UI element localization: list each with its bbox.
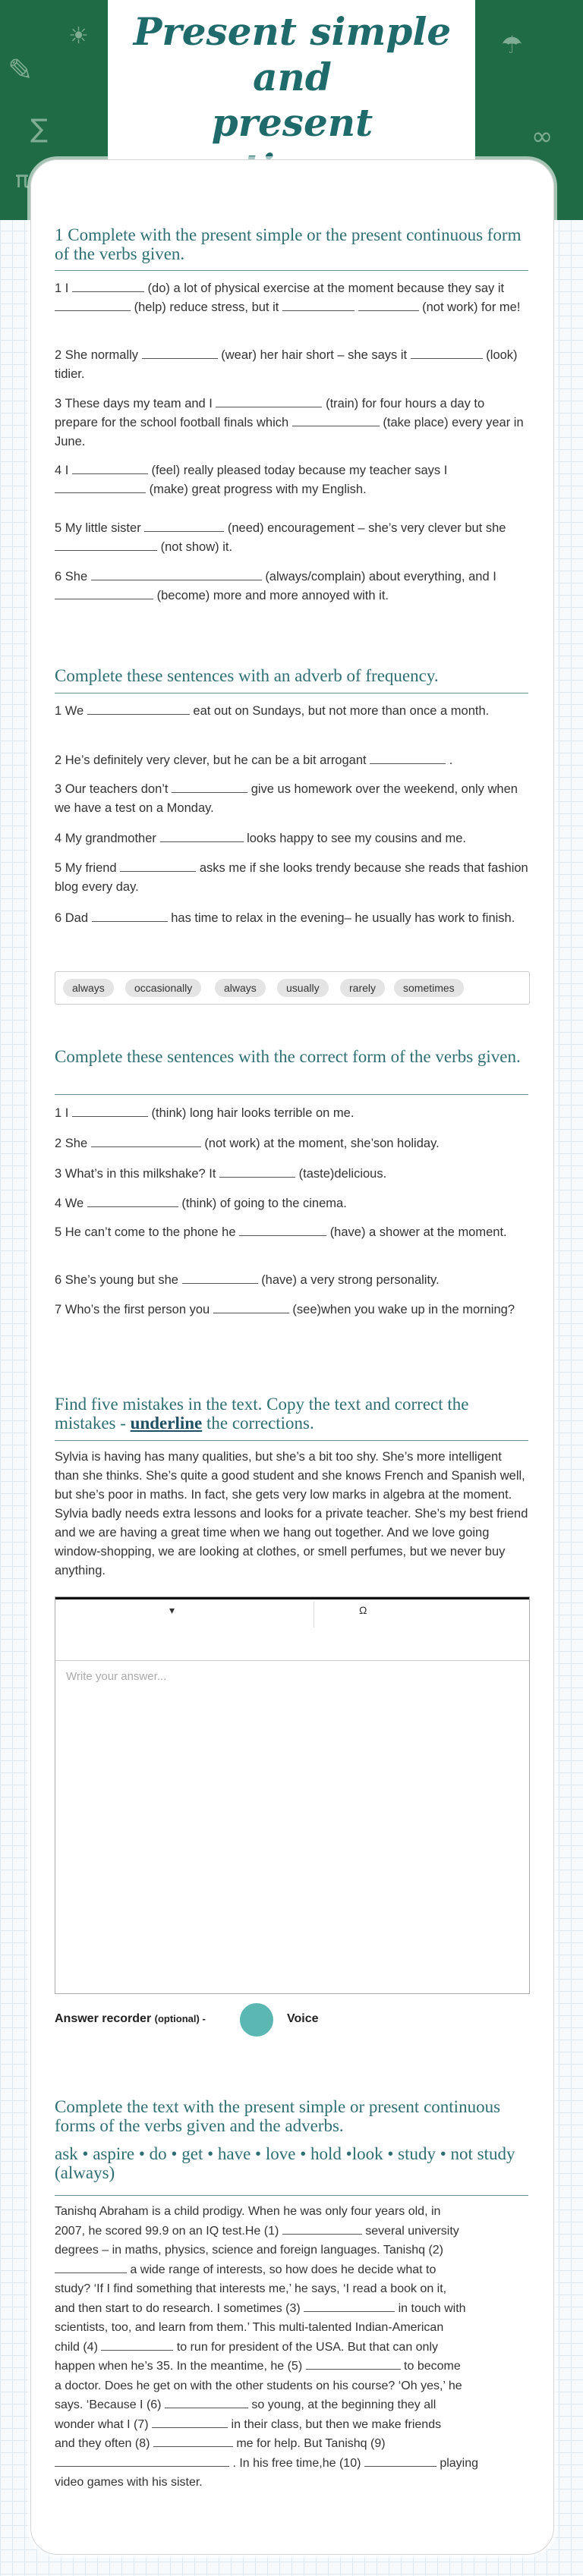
title-line: present [211, 100, 373, 145]
divider [55, 1094, 528, 1095]
text: Tanishq Abraham is a child prodigy. When he was only four years old, in [55, 2205, 441, 2218]
question-item [55, 395, 528, 451]
answer-blank[interactable] [153, 2436, 233, 2447]
text: wonder what I (7) [55, 2417, 149, 2431]
text: (always/complain) about everything, and I [265, 570, 496, 583]
text: (need) encouragement – she’s very clever but she [227, 521, 506, 535]
text: (do) a lot of physical exercise at the moment because they say it [147, 282, 505, 295]
answer-blank[interactable] [72, 281, 144, 292]
answer-editor[interactable] [55, 1596, 530, 1994]
answer-blank[interactable] [411, 348, 483, 359]
question-item [55, 519, 528, 557]
answer-blank[interactable] [172, 782, 247, 793]
text: a wide range of interests, so how does he decide what to [130, 2263, 436, 2276]
answer-blank[interactable] [282, 2223, 362, 2235]
text: scientists, too, and learn from them.’ This multi-talented Indian-American [55, 2321, 444, 2334]
text: to run for president of the USA. But that can only [176, 2340, 439, 2354]
text: (not work) for me! [422, 300, 521, 314]
answer-blank[interactable] [91, 1136, 201, 1147]
text: . [449, 753, 453, 767]
answer-blank[interactable] [144, 521, 224, 532]
answer-blank[interactable] [358, 300, 419, 311]
question-item [55, 702, 528, 721]
answer-blank[interactable] [370, 753, 446, 764]
voice-label: Voice [287, 2012, 319, 2025]
answer-blank[interactable] [87, 703, 190, 715]
verb-list: ask • aspire • do • get • have • love • hold •look • study • not study (always) [55, 2144, 515, 2182]
answer-blank[interactable] [55, 588, 153, 599]
answer-blank[interactable] [72, 463, 148, 474]
answer-blank[interactable] [87, 1196, 178, 1207]
text: video games with his sister. [55, 2476, 203, 2489]
text: 2 She normally [55, 348, 139, 362]
answer-blank[interactable] [91, 569, 262, 580]
question-item [55, 1301, 528, 1319]
text: 6 Dad [55, 911, 89, 925]
word-chip[interactable]: always [215, 979, 266, 997]
text: (help) reduce stress, but it [134, 300, 279, 314]
special-character-icon[interactable]: Ω [359, 1604, 367, 1616]
text: (not work) at the moment, she’son holiday. [204, 1137, 440, 1150]
word-chip[interactable]: occasionally [125, 979, 201, 997]
answer-blank[interactable] [304, 2301, 395, 2312]
answer-blank[interactable] [364, 2455, 436, 2467]
text: 1 I [55, 1106, 69, 1120]
editor-toolbar [55, 1597, 529, 1661]
answer-blank[interactable] [165, 2397, 248, 2408]
answer-blank[interactable] [152, 2417, 228, 2428]
text: the corrections. [202, 1414, 314, 1433]
text: Find five mistakes in the text. Copy the text and correct the mistakes - [55, 1395, 469, 1433]
divider [55, 693, 528, 694]
text: (have) a very strong personality. [261, 1273, 440, 1287]
text: child (4) [55, 2340, 98, 2354]
text: to become [404, 2360, 461, 2373]
text: (have) a shower at the moment. [329, 1225, 507, 1239]
text: (wear) her hair short – she says it [221, 348, 408, 362]
answer-blank[interactable] [55, 482, 146, 493]
answer-blank[interactable] [216, 396, 322, 407]
chalk-doodle-icon: ∑ [30, 114, 48, 144]
answer-blank[interactable] [239, 1225, 326, 1236]
text: Answer recorder [55, 2012, 152, 2025]
text: so young, at the beginning they all [251, 2398, 436, 2411]
text: playing [440, 2456, 479, 2470]
question-item [55, 568, 528, 605]
divider [55, 1440, 528, 1441]
answer-blank[interactable] [92, 911, 168, 922]
text: . In his free time,he (10) [232, 2456, 361, 2470]
question-item [55, 751, 528, 770]
text: 6 She’s young but she [55, 1273, 178, 1287]
question-item [55, 1194, 528, 1213]
text: 3 What’s in this milkshake? It [55, 1167, 216, 1181]
text: (see)when you wake up in the morning? [292, 1303, 515, 1316]
underline-word: underline [130, 1414, 203, 1433]
text: 6 She [55, 570, 88, 583]
title-line: Present simple and [133, 9, 452, 99]
section-title: Complete the text with the present simple or present continuous forms of the verbs given and the adverbs. [55, 2097, 501, 2135]
text: and then start to do research. I sometimes (3) [55, 2301, 301, 2315]
text: give us homework over the weekend, only when we have a test on a Monday. [55, 782, 518, 815]
text: (look) tidier. [55, 348, 518, 381]
section-title [55, 1395, 533, 1433]
text: in touch with [398, 2301, 466, 2315]
answer-blank[interactable] [55, 2455, 229, 2467]
text: asks me if she looks trendy because she reads that fashion blog every day. [55, 861, 528, 894]
answer-placeholder[interactable]: Write your answer... [66, 1670, 167, 1683]
text: (not show) it. [160, 540, 233, 554]
text: and they often (8) [55, 2437, 150, 2450]
question-item [55, 829, 528, 848]
question-item [55, 1165, 528, 1184]
dropdown-icon[interactable]: ▾ [169, 1604, 175, 1616]
answer-blank[interactable] [306, 2358, 401, 2370]
divider [55, 2195, 528, 2196]
answer-blank[interactable] [213, 1302, 289, 1313]
word-bank [55, 971, 530, 1005]
question-item [55, 1223, 528, 1242]
text: degrees – in maths, physics, science and foreign languages. Tanishq (2) [55, 2244, 444, 2257]
text: a doctor. Does he get on with the other students on his course? ‘Oh yes,’ he [55, 2379, 462, 2392]
text: looks happy to see my cousins and me. [247, 832, 466, 845]
text: (taste)delicious. [298, 1167, 387, 1181]
question-item [55, 279, 528, 317]
text: 2 He’s definitely very clever, but he can be a bit arrogant [55, 753, 367, 767]
section-title: 1 Complete with the present simple or the present continuous form of the verbs given. [55, 225, 522, 263]
text: (feel) really pleased today because my teacher says I [151, 464, 448, 477]
text: 1 I [55, 282, 69, 295]
question-item [55, 909, 528, 928]
question-item [55, 1271, 528, 1290]
text: (optional) - [154, 2013, 206, 2024]
answer-blank[interactable] [292, 415, 380, 426]
section-title: Complete these sentences with an adverb of frequency. [55, 666, 439, 685]
passage-gapfill [55, 2202, 528, 2493]
word-chip[interactable]: rarely [340, 979, 385, 997]
recorder-label [55, 2012, 206, 2026]
text: happen when he’s 35. In the meantime, he (5) [55, 2360, 303, 2373]
answer-blank[interactable] [282, 300, 355, 311]
text: 4 We [55, 1197, 84, 1210]
answer-blank[interactable] [120, 860, 196, 872]
answer-blank[interactable] [142, 348, 218, 359]
text: 5 He can’t come to the phone he [55, 1225, 236, 1239]
text: (become) more and more annoyed with it. [156, 589, 389, 602]
record-button[interactable] [240, 2003, 273, 2037]
text: 1 We [55, 704, 84, 718]
chalk-doodle-icon: ∞ [531, 121, 553, 152]
text: 2007, he scored 99.9 on an IQ test.He (1) [55, 2224, 279, 2238]
text: several university [365, 2224, 459, 2238]
answer-blank[interactable] [55, 300, 131, 311]
question-item [55, 1104, 528, 1123]
text: 5 My friend [55, 861, 117, 875]
answer-blank[interactable] [182, 1272, 258, 1284]
word-chip[interactable]: usually [277, 979, 329, 997]
divider [55, 270, 528, 271]
text: 7 Who’s the first person you [55, 1303, 210, 1316]
text: 4 My grandmother [55, 832, 156, 845]
text: me for help. But Tanishq (9) [236, 2437, 386, 2450]
text: (think) long hair looks terrible on me. [151, 1106, 355, 1120]
text: 4 I [55, 464, 69, 477]
text: eat out on Sundays, but not more than once a month. [193, 704, 490, 718]
question-item [55, 859, 528, 897]
chalk-doodle-icon: ☂ [501, 30, 523, 59]
chalk-doodle-icon: ✎ [8, 53, 33, 88]
text: (think) of going to the cinema. [181, 1197, 347, 1210]
question-item [55, 461, 528, 499]
chalk-doodle-icon: π [15, 167, 30, 193]
text: (train) for four hours a day to prepare for the school football finals which [55, 397, 485, 429]
answer-blank[interactable] [160, 831, 244, 842]
text: 3 Our teachers don’t [55, 782, 169, 796]
text: (take place) every year in June. [55, 416, 524, 448]
question-item [55, 780, 528, 818]
passage-text: Sylvia is having has many qualities, but she’s a bit too shy. She’s more intelligent than she thinks. She’s quite a good student and she knows French and Spanish well, but she’s poor in maths. In fact, she gets very low marks in algebra at the moment. Sylvia badly needs extra lessons and looks for a private teacher. She’s my best friend and we are having a great time when we hang out together. And we love going window-shopping, we are looking at clothes, or smell perfumes, but we never buy anything. [55, 1450, 528, 1577]
section-title: Complete these sentences with the correct form of the verbs given. [55, 1047, 521, 1066]
word-chip[interactable]: sometimes [394, 979, 464, 997]
text: has time to relax in the evening– he usually has work to finish. [171, 911, 515, 925]
text: says. ‘Because I (6) [55, 2398, 162, 2411]
answer-blank[interactable] [72, 1106, 148, 1117]
text: in their class, but then we make friends [231, 2417, 442, 2431]
text: study? ‘If I find something that interests me,’ he says, ‘I read a book on it, [55, 2282, 447, 2295]
text: (make) great progress with my English. [149, 483, 367, 496]
answer-blank[interactable] [55, 539, 157, 551]
text: 5 My little sister [55, 521, 141, 535]
question-item [55, 346, 528, 384]
question-item [55, 1134, 528, 1153]
text: 2 She [55, 1137, 88, 1150]
answer-blank[interactable] [55, 2262, 127, 2273]
chalk-doodle-icon: ☀ [68, 23, 89, 49]
word-chip[interactable]: always [63, 979, 114, 997]
answer-blank[interactable] [219, 1166, 295, 1178]
answer-blank[interactable] [101, 2339, 173, 2351]
text: 3 These days my team and I [55, 397, 213, 410]
